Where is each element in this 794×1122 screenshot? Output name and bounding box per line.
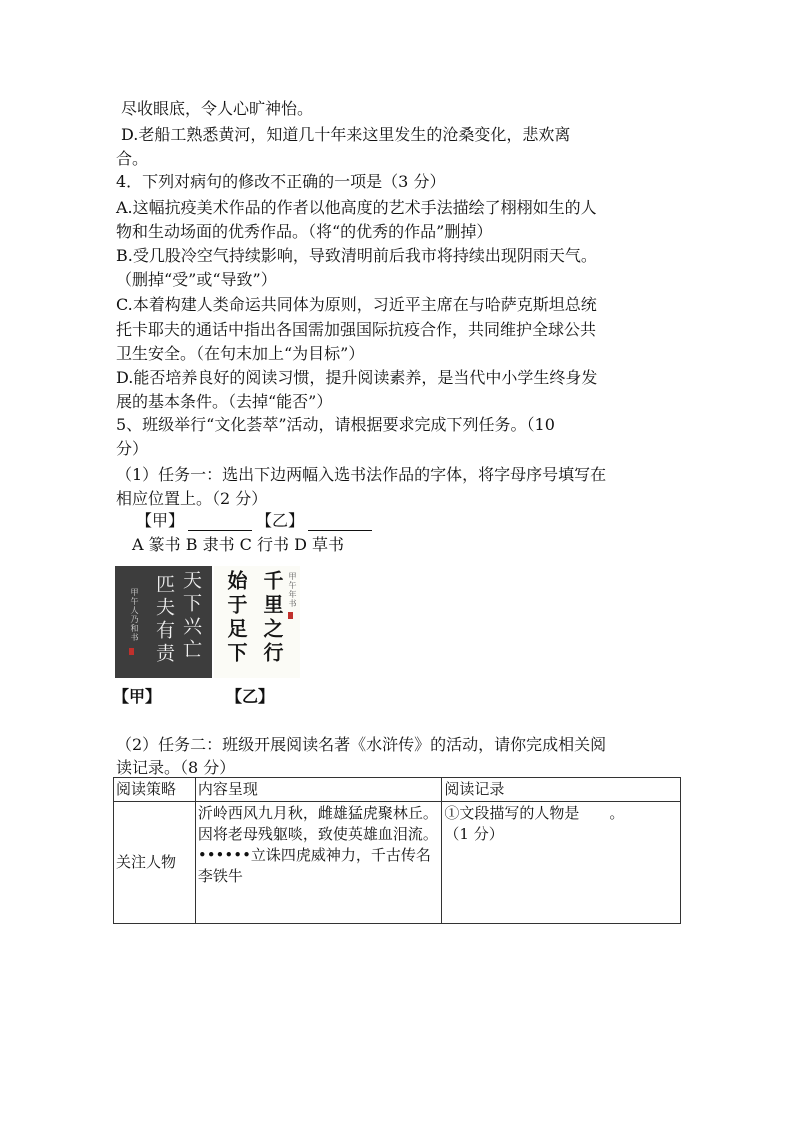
jia-answer-blank[interactable] [188, 514, 252, 531]
question-5-title: 5、班级举行“文化荟萃”活动，请根据要求完成下列任务。（10 [116, 415, 555, 434]
calligraphy-yi-image [214, 566, 300, 678]
record-line: ①文段描写的人物是 。 [444, 804, 625, 822]
calligraphy-yi-column-2: 始于足下 [224, 570, 248, 666]
calligraphy-yi-caption: 【乙】 [226, 687, 275, 706]
jia-label: 【甲】 [136, 511, 185, 530]
text-line: D.老船工熟悉黄河，知道几十年来这里发生的沧桑变化，悲欢离 [121, 125, 571, 144]
table-header-cell: 阅读记录 [442, 778, 681, 802]
reading-record-table [113, 777, 681, 924]
text-line: 相应位置上。（2 分） [116, 489, 268, 508]
text-line: 尽收眼底，令人心旷神怡。 [121, 99, 314, 118]
task-2-title: （2）任务二：班级开展阅读名著《水浒传》的活动，请你完成相关阅 [116, 735, 607, 754]
table-header-row [114, 778, 681, 802]
text-line: 卫生安全。（在句末加上“为目标”） [116, 344, 365, 363]
text-line: 合。 [116, 149, 149, 168]
calligraphy-jia-signature: 甲午人乃和书 [130, 588, 139, 642]
option-c: C.本着构建人类命运共同体为原则，习近平主席在与哈萨克斯坦总统 [116, 295, 597, 314]
record-cell[interactable] [442, 802, 681, 924]
calligraphy-jia-column-1: 天下兴亡 [180, 570, 202, 662]
table-header-cell: 阅读策略 [114, 778, 196, 802]
text-line: 物和生动场面的优秀作品。（将“的优秀的作品”删掉） [116, 222, 493, 241]
calligraphy-jia-caption: 【甲】 [113, 687, 162, 706]
calligraphy-yi-column-1: 千里之行 [260, 570, 284, 666]
strategy-cell: 关注人物 [114, 802, 196, 924]
text-line: 展的基本条件。（去掉“能否”） [116, 392, 333, 411]
record-line: （1 分） [444, 825, 504, 843]
text-line: 托卡耶夫的通话中指出各国需加强国际抗疫合作，共同维护全球公共 [116, 320, 597, 339]
text-line: 分） [116, 439, 149, 458]
font-options: A 篆书 B 隶书 C 行书 D 草书 [132, 535, 344, 554]
seal-stamp [288, 612, 293, 619]
option-b: B.受几股冷空气持续影响，导致清明前后我市将持续出现阴雨天气。 [116, 246, 597, 265]
calligraphy-yi-signature: 甲午年书 [288, 572, 297, 608]
answer-blanks [136, 511, 376, 531]
content-cell: 沂岭西风九月秋，雌雄猛虎聚林丘。因将老母残躯啖，致使英雄血泪流。••••••立诛四虎威神力，千古传名李铁牛 [195, 802, 442, 924]
text-line: （删掉“受”或“导致”） [116, 270, 277, 289]
text-line: 读记录。（8 分） [116, 758, 236, 777]
yi-label: 【乙】 [256, 511, 305, 530]
yi-answer-blank[interactable] [308, 514, 372, 531]
option-a: A.这幅抗疫美术作品的作者以他高度的艺术手法描绘了栩栩如生的人 [116, 198, 597, 217]
calligraphy-jia-image [115, 566, 212, 678]
calligraphy-jia-column-2: 匹夫有责 [153, 574, 175, 666]
question-4-title: 4．下列对病句的修改不正确的一项是（3 分） [116, 172, 446, 191]
option-d: D.能否培养良好的阅读习惯，提升阅读素养，是当代中小学生终身发 [116, 368, 598, 387]
task-1-title: （1）任务一：选出下边两幅入选书法作品的字体，将字母序号填写在 [116, 465, 607, 484]
table-header-cell: 内容呈现 [195, 778, 442, 802]
table-row [114, 802, 681, 924]
seal-stamp [129, 648, 134, 655]
